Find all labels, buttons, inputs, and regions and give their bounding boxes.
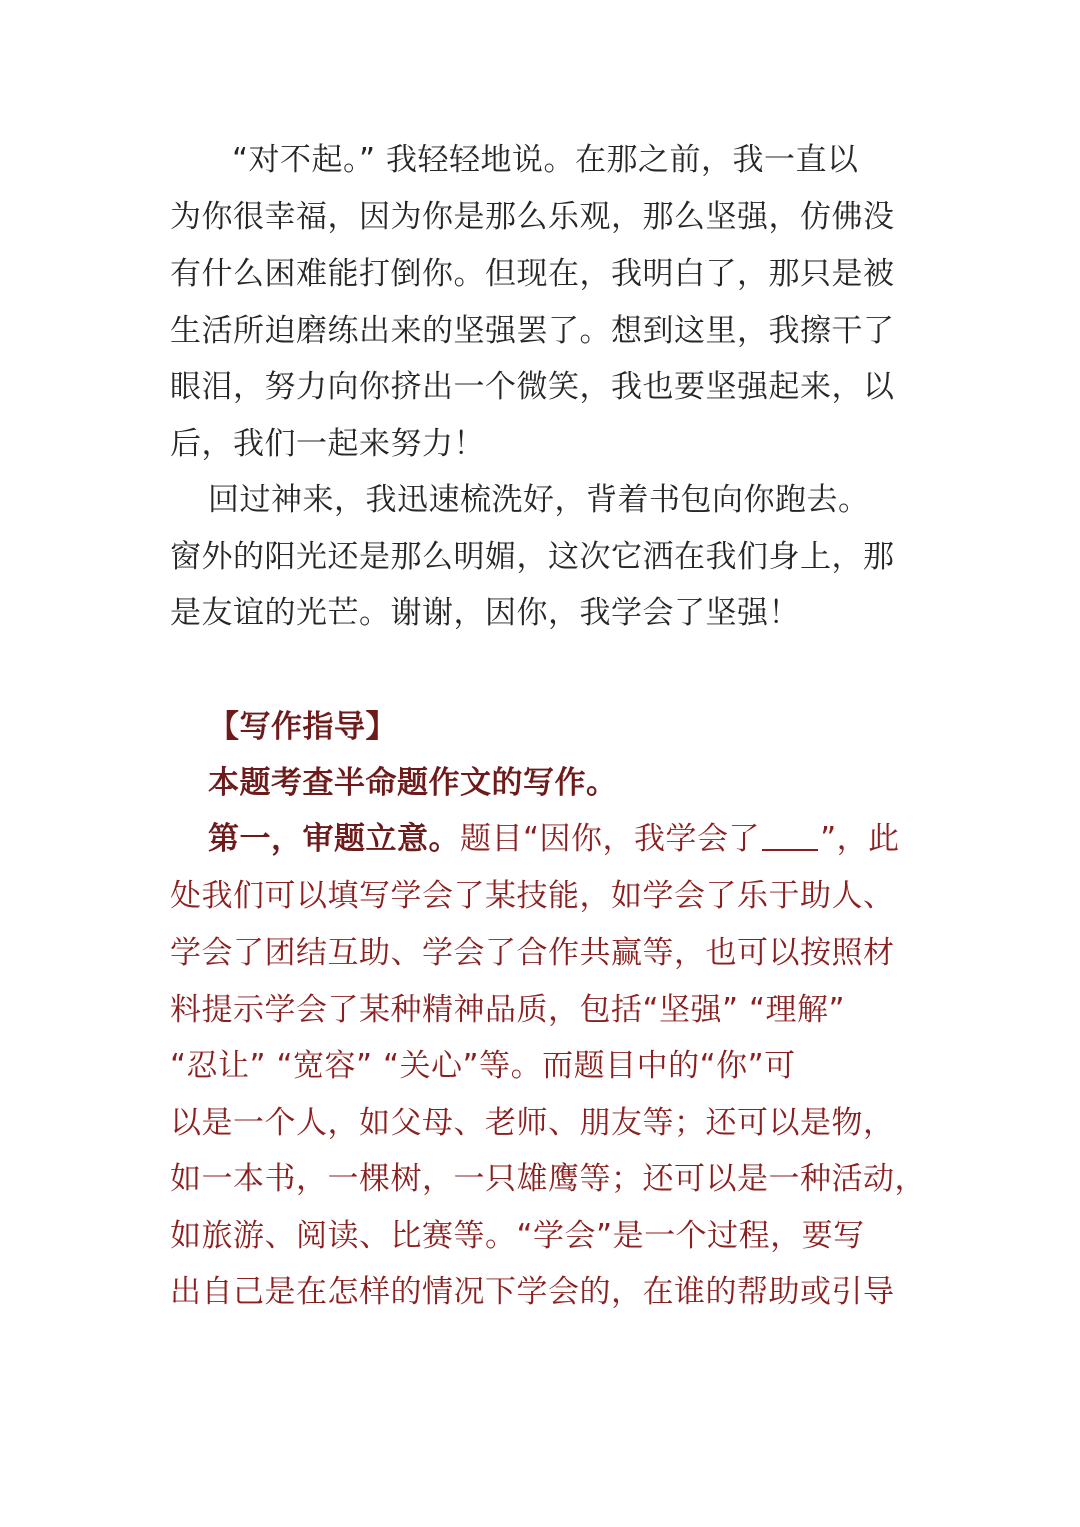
essay-line: 回过神来，我迅速梳洗好，背着书包向你跑去。 bbox=[208, 482, 870, 518]
guide-line: 如一本书，一棵树，一只雄鹰等；还可以是一种活动， bbox=[170, 1161, 926, 1197]
guide-line: 出自己是在怎样的情况下学会的，在谁的帮助或引导 bbox=[170, 1274, 895, 1310]
essay-line: 有什么困难能打倒你。但现在，我明白了，那只是被 bbox=[170, 256, 895, 292]
guide-line: 料提示学会了某种精神品质，包括“坚强” “理解” bbox=[170, 992, 846, 1028]
guide-line: 学会了团结互助、学会了合作共赢等，也可以按照材 bbox=[170, 935, 895, 971]
essay-line: 生活所迫磨练出来的坚强罢了。想到这里，我擦干了 bbox=[170, 313, 895, 349]
point-one-text-a: 题目“因你，我学会了 bbox=[460, 821, 761, 857]
point-one-label: 第一，审题立意。 bbox=[208, 821, 460, 857]
essay-line: 眼泪，努力向你挤出一个微笑，我也要坚强起来，以 bbox=[170, 369, 895, 405]
guide-line: “忍让” “宽容” “关心”等。而题目中的“你”可 bbox=[170, 1048, 796, 1084]
essay-line: 为你很幸福，因为你是那么乐观，那么坚强，仿佛没 bbox=[170, 199, 895, 235]
guide-line: 处我们可以填写学会了某技能，如学会了乐于助人、 bbox=[170, 878, 895, 914]
essay-line: 窗外的阳光还是那么明媚，这次它洒在我们身上，那 bbox=[170, 539, 895, 575]
guide-line: 以是一个人，如父母、老师、朋友等；还可以是物， bbox=[170, 1105, 895, 1141]
guide-title: 【写作指导】 bbox=[208, 709, 397, 745]
point-one-text-b: ”，此 bbox=[820, 821, 900, 857]
essay-line: 是友谊的光芒。谢谢，因你，我学会了坚强！ bbox=[170, 595, 800, 631]
guide-line: 如旅游、阅读、比赛等。“学会”是一个过程，要写 bbox=[170, 1218, 865, 1254]
essay-line: 后，我们一起来努力！ bbox=[170, 426, 485, 462]
essay-line: “对不起。” 我轻轻地说。在那之前，我一直以 bbox=[232, 142, 859, 178]
fill-in-blank bbox=[762, 819, 818, 851]
guide-intro: 本题考查半命题作文的写作。 bbox=[208, 765, 618, 801]
guide-point-one bbox=[208, 811, 908, 867]
